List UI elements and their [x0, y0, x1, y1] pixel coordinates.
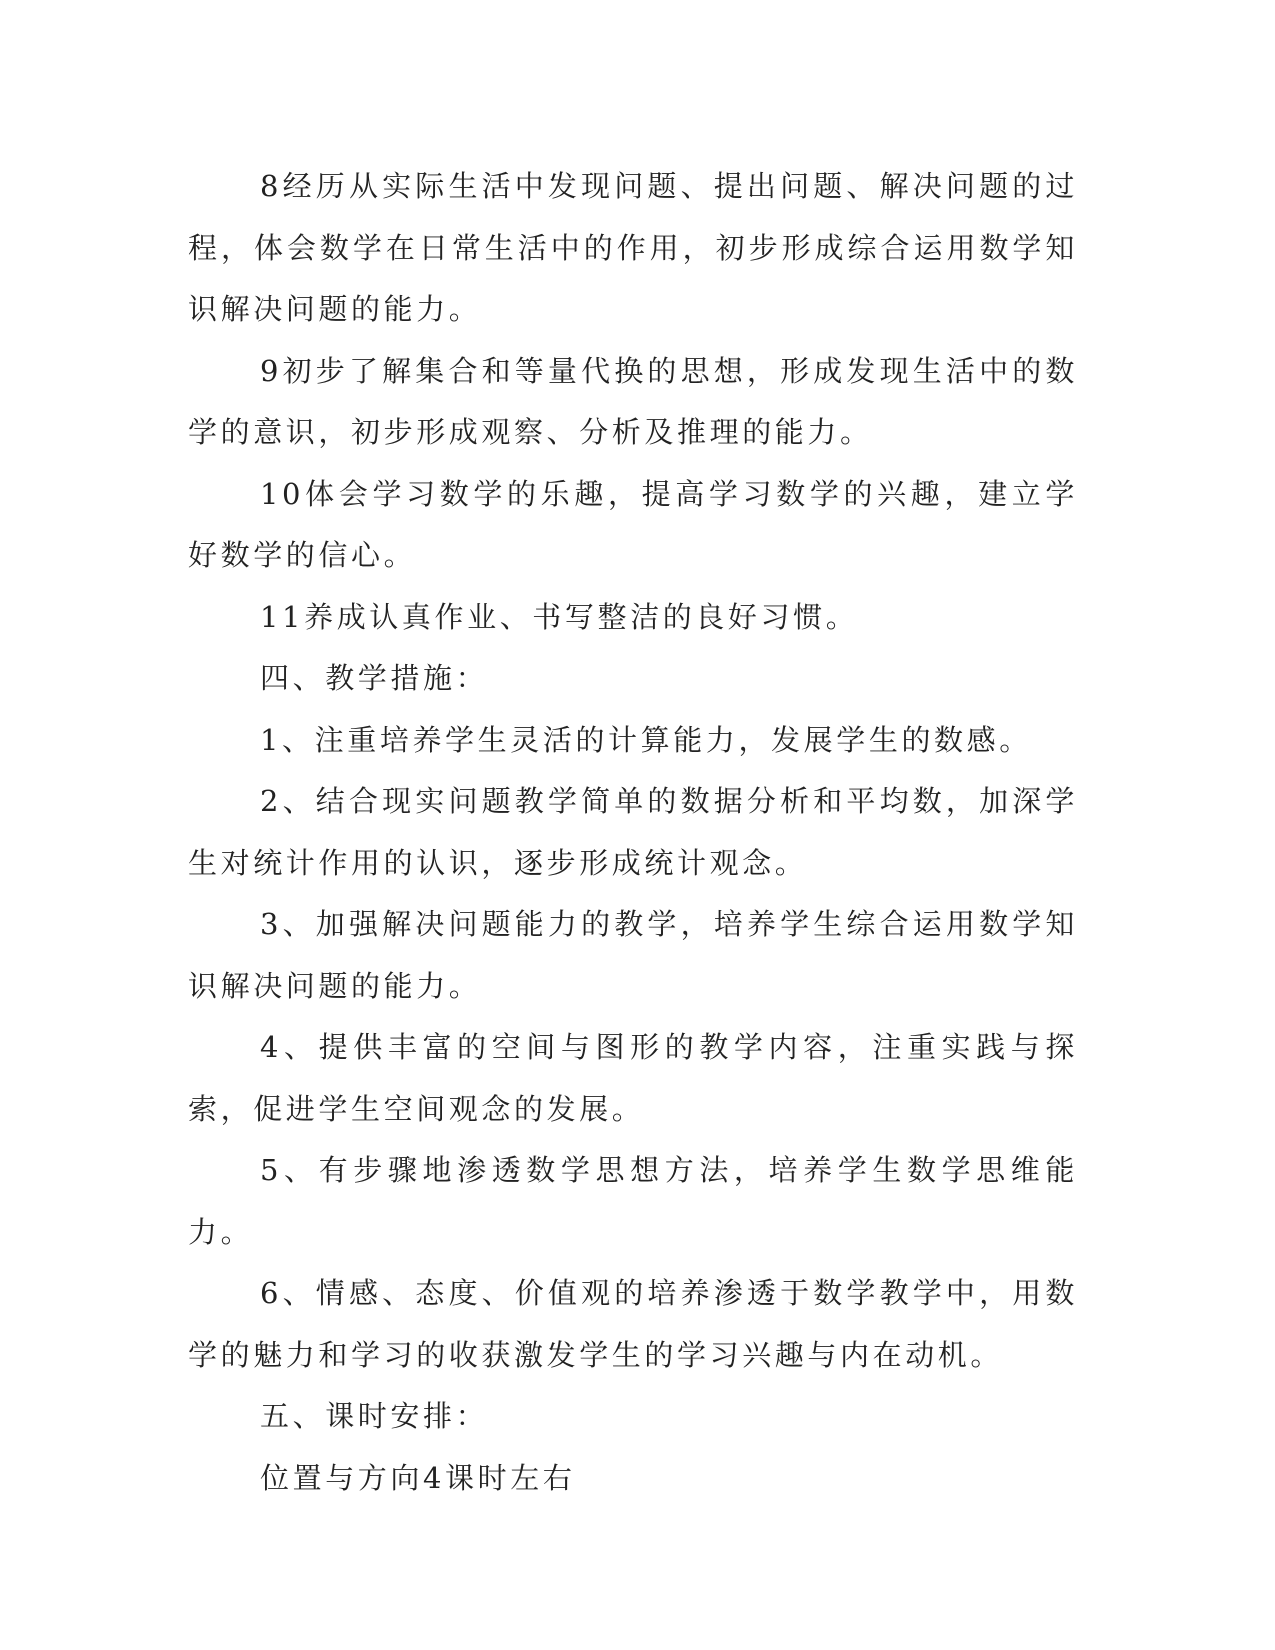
paragraph-schedule-item: 位置与方向4课时左右	[260, 1460, 576, 1495]
paragraph-measure-3: 3、加强解决问题能力的教学，培养学生综合运用数学知识解决问题的能力。	[188, 907, 1078, 1003]
paragraph-measure-5: 5、有步骤地渗透数学思想方法，培养学生数学思维能力。	[188, 1153, 1078, 1249]
paragraph-measure-2: 2、结合现实问题教学简单的数据分析和平均数，加深学生对统计作用的认识，逐步形成统计观念。	[188, 784, 1078, 880]
section-heading-class-schedule: 五、课时安排：	[260, 1399, 489, 1433]
paragraph-objective-11: 11养成认真作业、书写整洁的良好习惯。	[260, 599, 859, 634]
paragraph-measure-1: 1、注重培养学生灵活的计算能力，发展学生的数感。	[260, 722, 1032, 757]
document-body	[188, 156, 1078, 1509]
section-heading-teaching-measures: 四、教学措施：	[260, 661, 489, 695]
paragraph-objective-10: 10体会学习数学的乐趣，提高学习数学的兴趣，建立学好数学的信心。	[188, 476, 1078, 572]
paragraph-objective-9: 9初步了解集合和等量代换的思想，形成发现生活中的数学的意识，初步形成观察、分析及推理的能力。	[188, 353, 1078, 449]
paragraph-measure-4: 4、提供丰富的空间与图形的教学内容，注重实践与探索，促进学生空间观念的发展。	[188, 1030, 1078, 1126]
paragraph-objective-8: 8经历从实际生活中发现问题、提出问题、解决问题的过程，体会数学在日常生活中的作用，初步形成综合运用数学知识解决问题的能力。	[188, 169, 1078, 326]
paragraph-measure-6: 6、情感、态度、价值观的培养渗透于数学教学中，用数学的魅力和学习的收获激发学生的学习兴趣与内在动机。	[188, 1276, 1078, 1372]
